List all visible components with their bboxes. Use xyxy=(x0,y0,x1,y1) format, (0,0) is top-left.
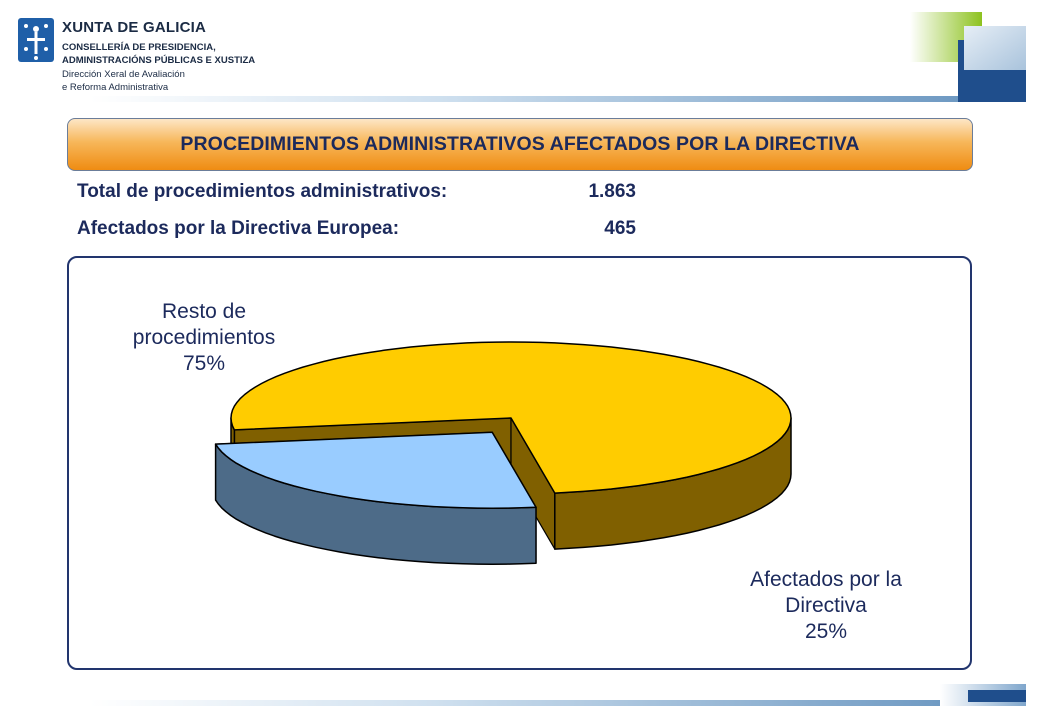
dept-line-3: Dirección Xeral de Avaliación xyxy=(62,69,185,80)
pie-label-resto-de-procedimientos xyxy=(133,300,275,375)
footer-divider xyxy=(90,700,950,706)
pie-label-afectados-por-la-directiva xyxy=(750,568,902,643)
dept-line-4: e Reforma Administrativa xyxy=(62,82,169,93)
stat-label-total: Total de procedimientos administrativos: xyxy=(77,181,448,202)
pie-label-line-afectados-por-la-directiva-1: Directiva xyxy=(785,594,867,617)
deco-footer-blue xyxy=(968,690,1026,702)
stat-value-afectados: 465 xyxy=(604,218,636,239)
stat-label-afectados: Afectados por la Directiva Europea: xyxy=(77,218,400,239)
pie-label-line-afectados-por-la-directiva-0: Afectados por la xyxy=(750,568,902,591)
dept-line-2: ADMINISTRACIÓNS PÚBLICAS E XUSTIZA xyxy=(62,55,256,66)
pie-label-line-resto-de-procedimientos-2: 75% xyxy=(182,352,226,375)
page-title: PROCEDIMIENTOS ADMINISTRATIVOS AFECTADOS POR LA DIRECTIVA xyxy=(180,133,860,155)
dept-line-1: CONSELLERÍA DE PRESIDENCIA, xyxy=(62,42,216,53)
pie-label-line-afectados-por-la-directiva-2: 25% xyxy=(804,620,848,643)
pie-label-line-resto-de-procedimientos-0: Resto de xyxy=(161,300,247,323)
pie-label-line-resto-de-procedimientos-1: procedimientos xyxy=(132,326,276,349)
org-name: XUNTA DE GALICIA xyxy=(62,19,207,36)
stat-value-total: 1.863 xyxy=(588,181,636,202)
